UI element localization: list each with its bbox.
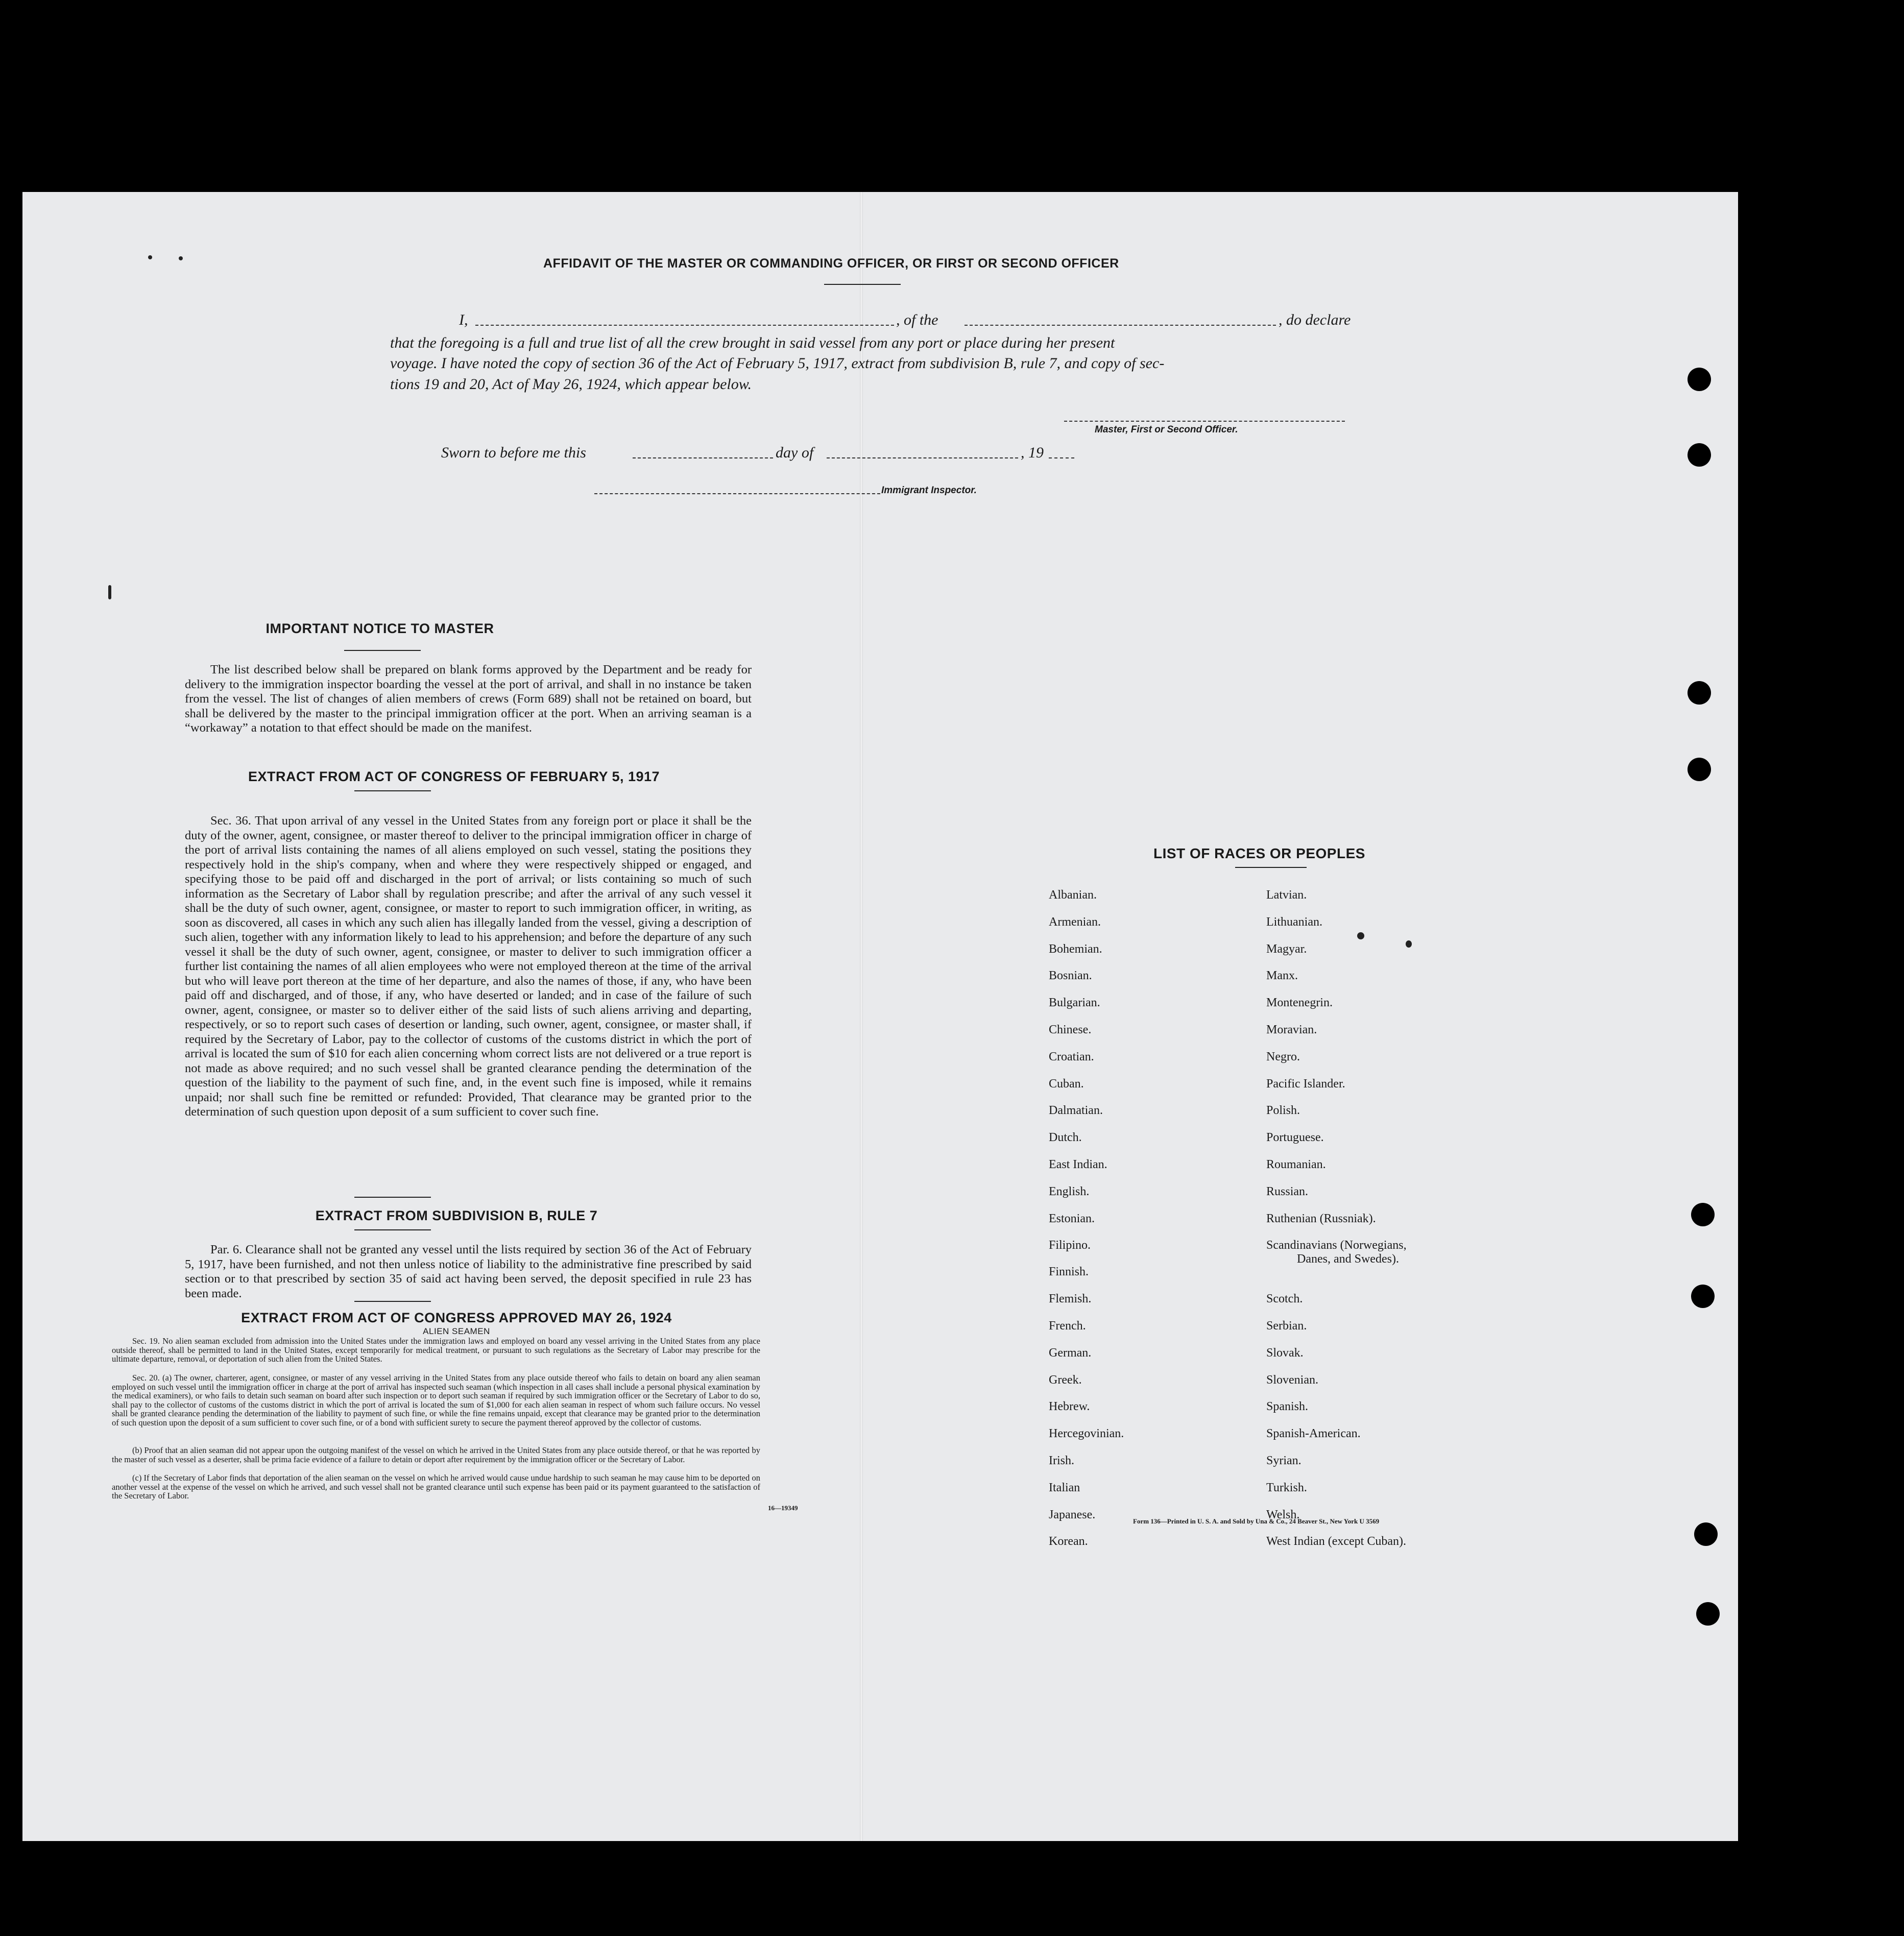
- extract-rule7-title: EXTRACT FROM SUBDIVISION B, RULE 7: [315, 1208, 598, 1223]
- race-right-item: Welsh.: [1266, 1508, 1300, 1521]
- race-right-item: West Indian (except Cuban).: [1266, 1535, 1406, 1548]
- race-right-item: Magyar.: [1266, 942, 1307, 956]
- divider: [354, 1301, 431, 1302]
- race-right-item: Roumanian.: [1266, 1158, 1326, 1171]
- race-left-item: East Indian.: [1049, 1158, 1107, 1171]
- race-left-item: Japanese.: [1049, 1508, 1096, 1521]
- race-right-item: Slovenian.: [1266, 1373, 1318, 1387]
- extract-1924-title: EXTRACT FROM ACT OF CONGRESS APPROVED MAY 26, 1924: [241, 1310, 672, 1325]
- binder-hole: [1688, 681, 1711, 705]
- races-title: LIST OF RACES OR PEOPLES: [1153, 845, 1365, 861]
- year-blank[interactable]: [1049, 457, 1074, 458]
- ink-speck: [108, 585, 111, 599]
- sec20a-text: Sec. 20. (a) The owner, charterer, agent, consignee, or master of any vessel arriving in the United States from any place outside thereof who fails to detain on board any alien seaman employed on such vessel until the immigration officer in charge at the port of arrival has inspected such seaman (which inspection in all cases shall include a personal physical examination by the medical examiners), or who fails to detain such seaman on board after such inspection or to deport such seaman if required by such immigration officer or the Secretary of Labor to do so, shall pay to the collector of customs of the customs district in which the port of arrival is located the sum of $1,000 for each alien seaman in respect of whom such failure occurs. No vessel shall be granted clearance pending the determination of the liability to payment of such fine, or while the fine remains unpaid, except that clearance may be granted prior to the determination of such question upon the deposit of a sum sufficient to cover such fine, or of a bond with sufficient surety to secure the payment thereof approved by the collector of customs.: [112, 1373, 760, 1427]
- race-left-item: Korean.: [1049, 1535, 1088, 1548]
- race-left-item: Hebrew.: [1049, 1400, 1090, 1414]
- race-left-item: German.: [1049, 1346, 1092, 1360]
- race-right-item: Lithuanian.: [1266, 915, 1322, 929]
- day-of-text: day of: [776, 444, 814, 461]
- month-blank[interactable]: [827, 457, 1018, 458]
- race-left-item: French.: [1049, 1319, 1086, 1333]
- race-left-item: Dutch.: [1049, 1131, 1082, 1145]
- affidavit-line3: voyage. I have noted the copy of section 36 of the Act of February 5, 1917, extract from subdivision B, rule 7, and copy of sec-: [390, 355, 1165, 372]
- race-right-item: Scandinavians (Norwegians,: [1266, 1239, 1407, 1252]
- race-right-item: Negro.: [1266, 1050, 1300, 1063]
- affidavit-of-the: , of the: [896, 311, 938, 328]
- extract-rule7-text: Par. 6. Clearance shall not be granted any vessel until the lists required by section 36 of the Act of February 5, 1917, have been furnished, and not then unless notice of liability to the administrative fine prescribed by said section or to that prescribed by section 35 of said act having been served, the deposit specified in rule 23 has been made.: [185, 1243, 752, 1300]
- race-left-item: Filipino.: [1049, 1239, 1091, 1252]
- day-blank[interactable]: [633, 457, 773, 458]
- sec20b-text: (b) Proof that an alien seaman did not appear upon the outgoing manifest of the vessel on which he arrived in the United States from any place outside thereof, or that he was reported by the master of such vessel as a deserter, shall be prima facie evidence of a failure to detain or deport after requirement by the immigration officer or the Secretary of Labor.: [112, 1445, 760, 1464]
- race-right-item: Polish.: [1266, 1104, 1300, 1118]
- document-page: [22, 192, 1738, 1841]
- sworn-text: Sworn to before me this: [441, 444, 586, 461]
- binder-hole: [1688, 368, 1711, 391]
- race-left-item: Greek.: [1049, 1373, 1082, 1387]
- ink-speck: [179, 256, 183, 260]
- ink-speck: [1357, 932, 1364, 939]
- race-left-item: Cuban.: [1049, 1077, 1084, 1091]
- affidavit-i: I,: [459, 311, 468, 328]
- name-blank[interactable]: [475, 325, 894, 326]
- vessel-blank[interactable]: [965, 325, 1276, 326]
- form-code: 16—19349: [768, 1504, 798, 1512]
- divider: [354, 1197, 431, 1198]
- race-right-item: Spanish-American.: [1266, 1427, 1361, 1441]
- sec20c-text: (c) If the Secretary of Labor finds that deportation of the alien seaman on the vessel on which he arrived would cause undue hardship to such seaman he may cause him to be deported on another vessel at the expense of the vessel on which he arrived, and such vessel shall not be granted clearance until such expense has been paid or its payment guaranteed to the satisfaction of the Secretary of Labor.: [112, 1473, 760, 1501]
- sworn-line: [441, 442, 1105, 465]
- race-left-item: Flemish.: [1049, 1292, 1092, 1306]
- race-right-item: Latvian.: [1266, 888, 1307, 902]
- inspector-line[interactable]: [594, 493, 880, 494]
- race-right-item: Turkish.: [1266, 1481, 1307, 1494]
- signature-caption: Master, First or Second Officer.: [1095, 424, 1238, 435]
- race-left-item: Italian: [1049, 1481, 1080, 1494]
- signature-line[interactable]: [1064, 421, 1345, 422]
- affidavit-line4: tions 19 and 20, Act of May 26, 1924, which appear below.: [390, 376, 752, 393]
- race-left-item: English.: [1049, 1184, 1090, 1198]
- notice-text: The list described below shall be prepared on blank forms approved by the Department and be ready for delivery to the immigration inspector boarding the vessel at the port of arrival, and shall in no instance be taken from the vessel. The list of changes of alien members of crews (Form 689) shall not be retained on board, but shall be delivered by the master to the principal immigration officer at the port. When an arriving seaman is a “workaway” a notation to that effect should be made on the manifest.: [185, 663, 752, 735]
- divider: [354, 1229, 431, 1230]
- divider: [1235, 867, 1307, 868]
- race-left-item: Bosnian.: [1049, 969, 1092, 983]
- divider: [354, 790, 431, 791]
- race-left-item: Dalmatian.: [1049, 1104, 1103, 1118]
- year-text: , 19: [1021, 444, 1044, 461]
- ink-speck: [148, 255, 152, 259]
- race-right-item: Manx.: [1266, 969, 1298, 983]
- divider: [824, 284, 901, 285]
- race-right-item: Scotch.: [1266, 1292, 1303, 1306]
- page-fold: [860, 192, 863, 1841]
- race-right-item: Pacific Islander.: [1266, 1077, 1345, 1091]
- race-right-item: Danes, and Swedes).: [1297, 1252, 1399, 1266]
- race-left-item: Bohemian.: [1049, 942, 1102, 956]
- binder-hole: [1696, 1602, 1720, 1626]
- race-left-item: Armenian.: [1049, 915, 1101, 929]
- binder-hole: [1691, 1285, 1715, 1308]
- printer-footer: Form 136—Printed in U. S. A. and Sold by Una & Co., 24 Beaver St., New York U 3569: [1133, 1517, 1380, 1525]
- extract-1924-subtitle: ALIEN SEAMEN: [423, 1326, 490, 1336]
- affidavit-line2: that the foregoing is a full and true list of all the crew brought in said vessel from any port or place during her present: [390, 334, 1115, 351]
- extract-1917-text: Sec. 36. That upon arrival of any vessel in the United States from any foreign port or place it shall be the duty of the owner, agent, consignee, or master thereof to deliver to the principal immigration officer in charge of the port of arrival lists containing the names of all aliens employed on such vessel, stating the positions they respectively hold in the ship's company, when and where they were respectively shipped or engaged, and specifying those to be paid off and discharged in the port of arrival; or lists containing so much of such information as the Secretary of Labor shall by regulation prescribe; and after the arrival of any such vessel it shall be the duty of such owner, agent, consignee, or master to report to such immigration officer, in writing, as soon as discovered, all cases in which any such alien has illegally landed from the vessel, giving a description of such alien, together with any information likely to lead to his apprehension; and before the departure of any such vessel it shall be the duty of such owner, agent, consignee, or master to deliver to such immigration officer a further list containing the names of all alien employees who were not employed thereon at the time of the arrival but who will leave port thereon at the time of her departure, and also the names of those, if any, who have been paid off and discharged, and of those, if any, who have deserted or landed; and in case of the failure of such owner, agent, consignee, or master so to deliver either of the said lists of such aliens arriving and departing, respectively, or so to report such cases of desertion or landing, such owner, agent, consignee, or master shall, if required by the Secretary of Labor, pay to the collector of customs of the customs district in which the port of arrival is located the sum of $10 for each alien concerning whom correct lists are not delivered or a true report is not made as above required; and no such vessel shall be granted clearance pending the determination of the question of the liability to the payment of such fine, and, in the event such fine is imposed, while it remains unpaid; nor shall such fine be remitted or refunded: Provided, That clearance may be granted prior to the determination of such question upon deposit of a sum sufficient to cover such fine.: [185, 814, 752, 1119]
- race-right-item: Russian.: [1266, 1184, 1309, 1198]
- binder-hole: [1688, 443, 1711, 467]
- race-right-item: Moravian.: [1266, 1023, 1317, 1036]
- race-left-item: Irish.: [1049, 1454, 1074, 1467]
- notice-title: IMPORTANT NOTICE TO MASTER: [266, 621, 494, 636]
- race-right-item: Serbian.: [1266, 1319, 1307, 1333]
- ink-speck: [1406, 940, 1412, 948]
- sec19-text: Sec. 19. No alien seaman excluded from admission into the United States under the immigration laws and employed on board any vessel arriving in the United States from any place outside thereof, shall be permitted to land in the United States, except temporarily for medical treatment, or pursuant to such regulations as the Secretary of Labor may prescribe for the ultimate departure, removal, or deportation of such alien from the United States.: [112, 1336, 760, 1364]
- race-left-item: Hercegovinian.: [1049, 1427, 1124, 1441]
- race-right-item: Syrian.: [1266, 1454, 1302, 1467]
- race-left-item: Bulgarian.: [1049, 996, 1100, 1010]
- inspector-caption: Immigrant Inspector.: [881, 485, 977, 496]
- race-left-item: Finnish.: [1049, 1265, 1089, 1279]
- race-right-item: Spanish.: [1266, 1400, 1309, 1414]
- binder-hole: [1694, 1522, 1718, 1546]
- race-right-item: Slovak.: [1266, 1346, 1304, 1360]
- race-right-item: Portuguese.: [1266, 1131, 1324, 1145]
- race-left-item: Chinese.: [1049, 1023, 1092, 1036]
- affidavit-do-declare: , do declare: [1279, 311, 1351, 328]
- race-left-item: Albanian.: [1049, 888, 1097, 902]
- binder-hole: [1691, 1203, 1715, 1226]
- divider: [344, 650, 421, 651]
- extract-1917-title: EXTRACT FROM ACT OF CONGRESS OF FEBRUARY 5, 1917: [248, 769, 660, 784]
- affidavit-line1: [459, 309, 1383, 332]
- race-left-item: Croatian.: [1049, 1050, 1094, 1063]
- binder-hole: [1688, 758, 1711, 781]
- race-right-item: Ruthenian (Russniak).: [1266, 1212, 1376, 1225]
- affidavit-title: AFFIDAVIT OF THE MASTER OR COMMANDING OFFICER, OR FIRST OR SECOND OFFICER: [543, 256, 1119, 271]
- race-right-item: Montenegrin.: [1266, 996, 1333, 1010]
- race-left-item: Estonian.: [1049, 1212, 1095, 1225]
